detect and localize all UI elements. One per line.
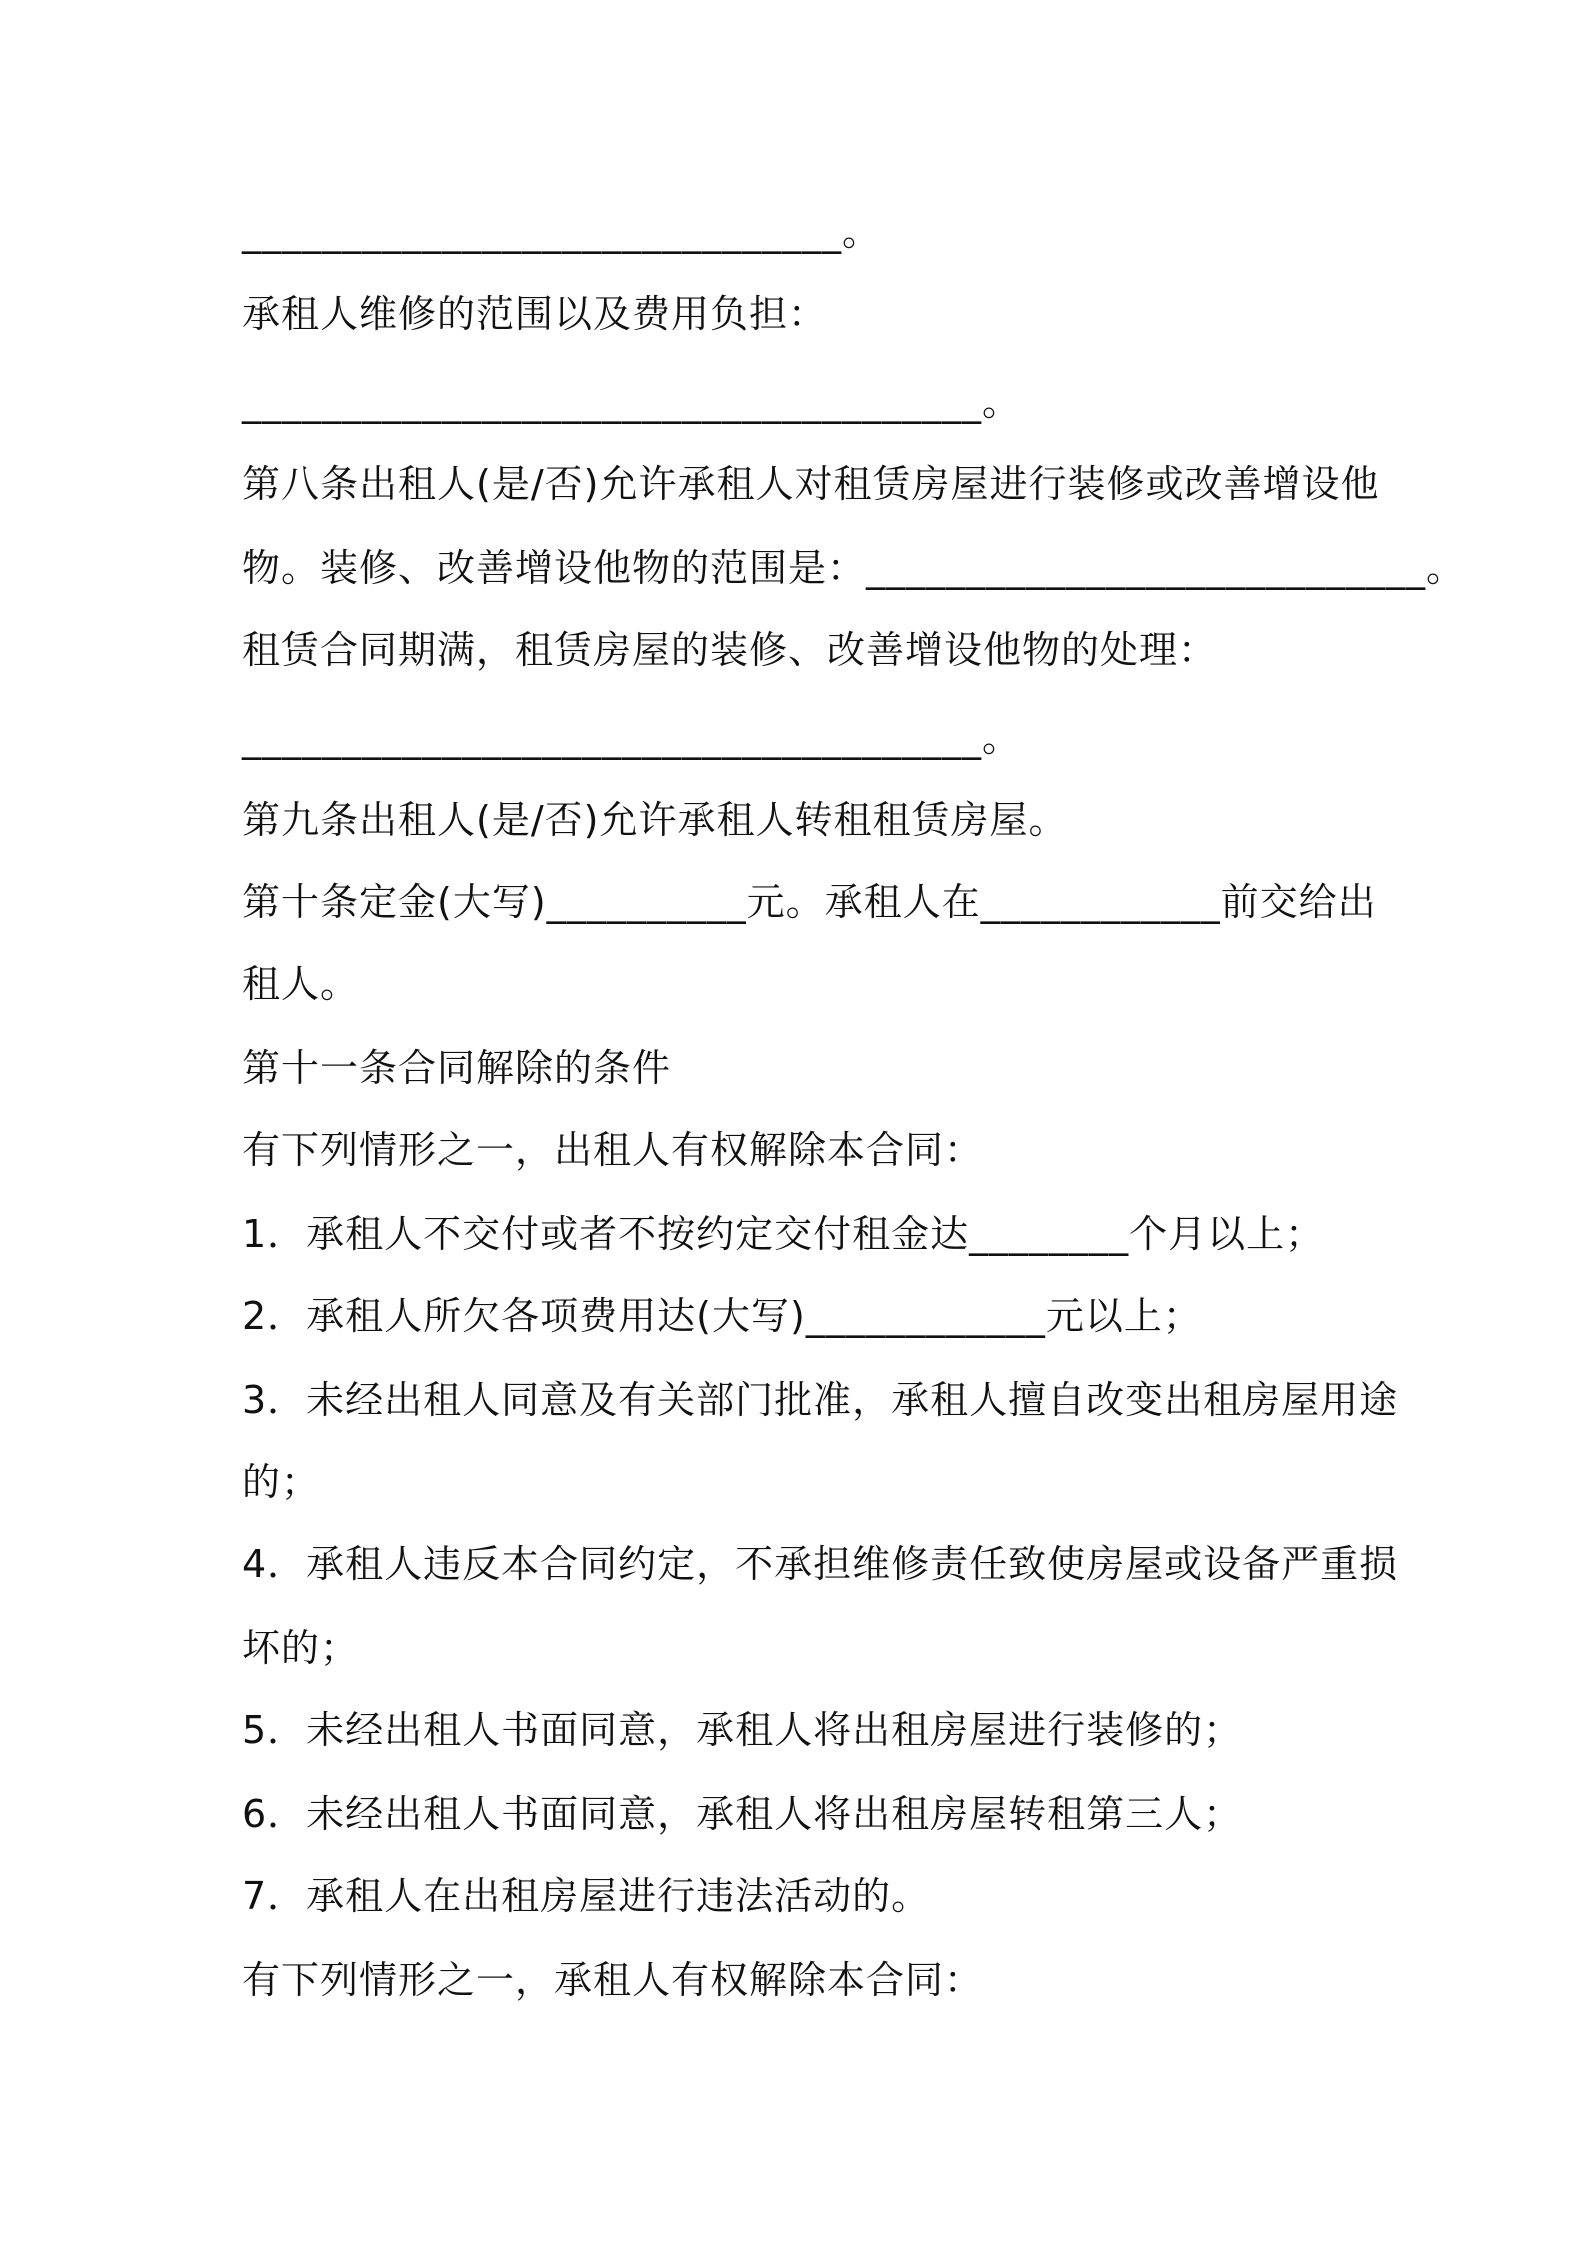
lessor-termination-intro: 有下列情形之一，出租人有权解除本合同：	[242, 1128, 984, 1172]
text-line-lease-expiry: 租赁合同期满，租赁房屋的装修、改善增设他物的处理：	[242, 628, 1218, 672]
list-item-7: 7．承租人在出租房屋进行违法活动的。	[242, 1874, 931, 1918]
article-9: 第九条出租人(是/否)允许承租人转租租赁房屋。	[242, 798, 1068, 842]
text-line-repair-scope: 承租人维修的范围以及费用负担：	[242, 292, 828, 336]
article-10-line-1: 第十条定金(大写)__________元。承租人在____________前交给出	[242, 880, 1377, 924]
article-8-line-2: 物。装修、改善增设他物的范围是：____________________________。	[242, 546, 1466, 590]
list-item-4: 4．承租人违反本合同约定，不承担维修责任致使房屋或设备严重损	[242, 1542, 1399, 1586]
article-11-heading: 第十一条合同解除的条件	[242, 1046, 672, 1090]
text-line-blank: _____________________________________。	[242, 380, 1022, 424]
lessee-termination-intro: 有下列情形之一，承租人有权解除本合同：	[242, 1958, 984, 2002]
list-item-5: 5．未经出租人书面同意，承租人将出租房屋进行装修的；	[242, 1708, 1243, 1752]
article-8-line-1: 第八条出租人(是/否)允许承租人对租赁房屋进行装修或改善增设他	[242, 462, 1380, 506]
text-line-blank: ______________________________。	[242, 210, 882, 254]
list-item-3: 3．未经出租人同意及有关部门批准，承租人擅自改变出租房屋用途	[242, 1378, 1399, 1422]
list-item-3-continued: 的；	[242, 1460, 321, 1504]
list-item-6: 6．未经出租人书面同意，承租人将出租房屋转租第三人；	[242, 1792, 1243, 1836]
list-item-4-continued: 坏的；	[242, 1626, 360, 1670]
article-10-line-2: 租人。	[242, 962, 360, 1006]
text-line-blank: _____________________________________。	[242, 716, 1022, 760]
list-item-2: 2．承租人所欠各项费用达(大写)____________元以上；	[242, 1294, 1202, 1338]
list-item-1: 1．承租人不交付或者不按约定交付租金达________个月以上；	[242, 1212, 1325, 1256]
